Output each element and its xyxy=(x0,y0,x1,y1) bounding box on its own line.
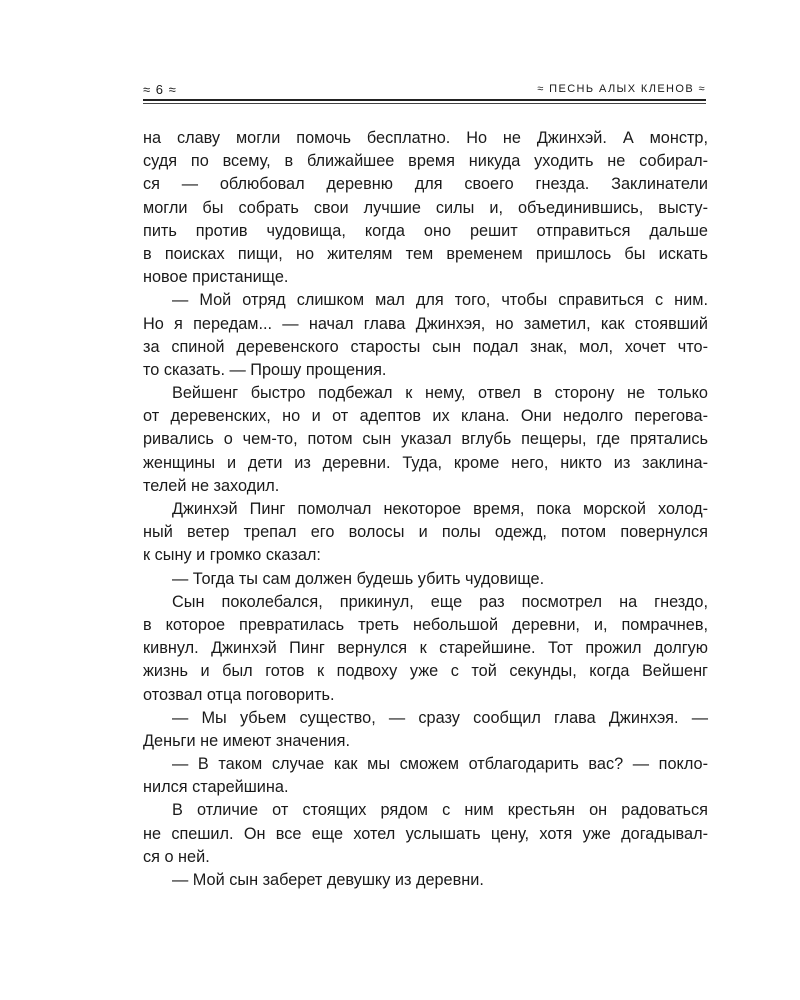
text-line: новое пристанище. xyxy=(143,268,289,287)
text-line: Деньги не имеют значения. xyxy=(143,731,350,750)
text-line: — Мы убьем существо, — сразу сообщил глава Джинхэя. — xyxy=(172,708,708,727)
text-line: отозвал отца поговорить. xyxy=(143,685,335,704)
page-number: ≈ 6 ≈ xyxy=(143,82,177,97)
text-line: телей не заходил. xyxy=(143,476,280,495)
text-line: к сыну и громко сказал: xyxy=(143,546,321,565)
text-line: кивнул. Джинхэй Пинг вернулся к старейшине. Тот прожил долгую xyxy=(143,639,708,658)
running-head xyxy=(143,80,706,104)
text-line: судя по всему, в ближайшее время никуда уходить не собирал- xyxy=(143,152,708,171)
text-line: В отличие от стоящих рядом с ним крестьян он радоваться xyxy=(172,801,708,820)
text-line: то сказать. — Прошу прощения. xyxy=(143,360,387,379)
text-line: могли бы собрать свои лучшие силы и, объединившись, высту- xyxy=(143,198,708,217)
text-line: — Мой сын заберет девушку из деревни. xyxy=(172,871,484,889)
text-line: нился старейшина. xyxy=(143,778,289,797)
text-line: пить против чудовища, когда оно решит отправиться дальше xyxy=(143,221,708,240)
text-line: ный ветер трепал его волосы и полы одежд, потом повернулся xyxy=(143,523,708,542)
text-line: Сын поколебался, прикинул, еще раз посмотрел на гнездо, xyxy=(172,592,708,611)
text-line: на славу могли помочь бесплатно. Но не Джинхэй. А монстр, xyxy=(143,129,708,147)
text-line: за спиной деревенского старосты сын подал знак, мол, хочет что- xyxy=(143,337,708,356)
header-rule-thick xyxy=(143,99,706,101)
text-line: не спешил. Он все еще хотел услышать цену, хотя уже догадывал- xyxy=(143,824,708,843)
book-title: ≈ ПЕСНЬ АЛЫХ КЛЕНОВ ≈ xyxy=(537,83,706,95)
text-line: ривались о чем-то, потом сын указал вглубь пещеры, где прятались xyxy=(143,430,708,449)
text-line: — Мой отряд слишком мал для того, чтобы справиться с ним. xyxy=(172,291,708,310)
text-line: жизнь и был готов к подвоху уже с той секунды, когда Вейшенг xyxy=(143,662,708,681)
text-line: Джинхэй Пинг помолчал некоторое время, пока морской холод- xyxy=(172,500,708,518)
text-line: Но я передам... — начал глава Джинхэя, но заметил, как стоявший xyxy=(143,314,708,333)
text-line: ся о ней. xyxy=(143,847,210,866)
body-text xyxy=(143,127,708,892)
header-rule-thin xyxy=(143,103,706,104)
text-line: — Тогда ты сам должен будешь убить чудовище. xyxy=(172,569,545,588)
text-line: Вейшенг быстро подбежал к нему, отвел в сторону не только xyxy=(172,384,708,403)
text-line: ся — облюбовал деревню для своего гнезда. Заклинатели xyxy=(143,175,708,194)
text-line: — В таком случае как мы сможем отблагодарить вас? — покло- xyxy=(172,755,708,774)
text-line: в которое превратилась треть небольшой деревни, и, помрачнев, xyxy=(143,615,708,634)
text-line: от деревенских, но и от адептов их клана. Они недолго перегова- xyxy=(143,407,708,426)
text-line: женщины и дети из деревни. Туда, кроме него, никто из заклина- xyxy=(143,453,708,472)
text-line: в поисках пищи, но жителям тем временем пришлось бы искать xyxy=(143,244,708,263)
